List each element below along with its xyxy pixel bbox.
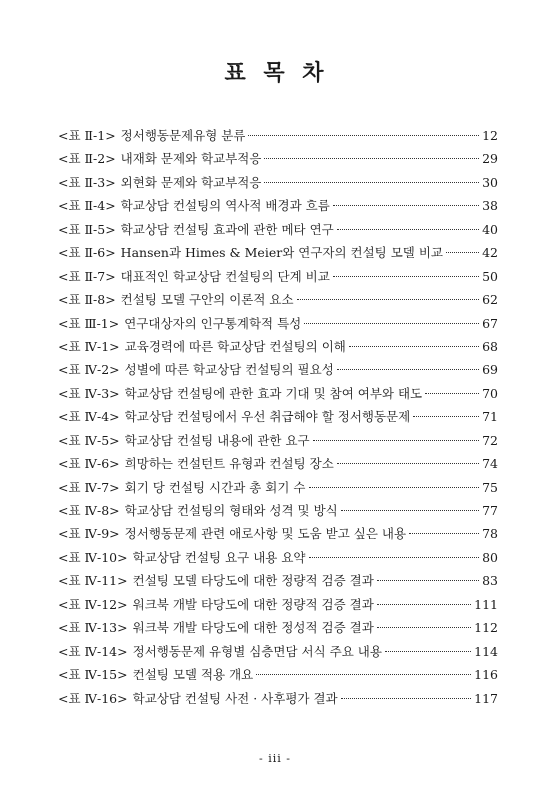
- toc-entry-page: 111: [474, 596, 498, 612]
- toc-entry-page: 75: [482, 479, 498, 495]
- toc-entry-page: 70: [482, 385, 498, 401]
- toc-entry-title: 외현화 문제와 학교부적응: [120, 174, 262, 190]
- dot-leader: [341, 510, 479, 511]
- toc-entry-label: <표 Ⅱ-4>: [58, 198, 116, 214]
- toc-entry[interactable]: [58, 312, 498, 335]
- toc-entry-page: 116: [474, 667, 498, 683]
- toc-entry[interactable]: [58, 241, 498, 264]
- page-number: - iii -: [259, 752, 291, 765]
- toc-entry-label: <표 Ⅳ-14>: [58, 643, 128, 659]
- toc-entry-page: 40: [482, 221, 498, 237]
- toc-entry-page: 71: [482, 409, 498, 425]
- toc-entry[interactable]: [58, 569, 498, 592]
- toc-entry-title: 정서행동문제 유형별 심층면담 서식 주요 내용: [132, 643, 382, 659]
- toc-entry-label: <표 Ⅳ-6>: [58, 456, 120, 472]
- dot-leader: [297, 299, 480, 300]
- dot-leader: [446, 252, 479, 253]
- toc-entry-title: 컨설팅 모델 구안의 이론적 요소: [120, 292, 294, 308]
- table-of-contents: [58, 124, 498, 710]
- toc-entry[interactable]: [58, 499, 498, 522]
- toc-entry-label: <표 Ⅳ-15>: [58, 667, 128, 683]
- toc-entry[interactable]: [58, 663, 498, 686]
- page-title: 표 목 차: [224, 60, 326, 86]
- dot-leader: [337, 229, 479, 230]
- toc-entry-title: 정서행동문제유형 분류: [120, 128, 246, 143]
- toc-entry-page: 29: [482, 151, 498, 167]
- dot-leader: [425, 393, 479, 394]
- toc-entry-title: 학교상담 컨설팅 사전 · 사후평가 결과: [132, 690, 338, 706]
- toc-entry-title: 학교상담 컨설팅 효과에 관한 메타 연구: [120, 221, 334, 237]
- toc-entry-title: 워크북 개발 타당도에 대한 정량적 검증 결과: [132, 596, 374, 612]
- toc-entry-page: 12: [482, 128, 498, 143]
- dot-leader: [337, 369, 479, 370]
- dot-leader: [349, 346, 479, 347]
- toc-entry-label: <표 Ⅳ-3>: [58, 385, 120, 401]
- toc-entry-page: 38: [482, 198, 498, 214]
- toc-entry-page: 68: [482, 338, 498, 354]
- toc-entry-title: 교육경력에 따른 학교상담 컨설팅의 이해: [124, 338, 346, 354]
- toc-entry[interactable]: [58, 171, 498, 194]
- toc-entry-page: 112: [474, 620, 498, 636]
- toc-entry-label: <표 Ⅱ-8>: [58, 292, 116, 308]
- toc-entry[interactable]: [58, 476, 498, 499]
- dot-leader: [309, 557, 480, 558]
- dot-leader: [377, 627, 471, 628]
- toc-entry-title: 워크북 개발 타당도에 대한 정성적 검증 결과: [132, 620, 374, 636]
- toc-entry-title: 희망하는 컨설턴트 유형과 컨설팅 장소: [124, 456, 334, 472]
- toc-entry-label: <표 Ⅳ-9>: [58, 526, 120, 542]
- toc-entry-title: 컨설팅 모델 타당도에 대한 정량적 검증 결과: [132, 573, 374, 589]
- toc-entry-page: 83: [482, 573, 498, 589]
- toc-entry[interactable]: [58, 218, 498, 241]
- dot-leader: [304, 323, 479, 324]
- toc-entry-label: <표 Ⅱ-5>: [58, 221, 116, 237]
- toc-entry-page: 67: [482, 315, 498, 331]
- toc-entry[interactable]: [58, 640, 498, 663]
- toc-entry-title: 학교상담 컨설팅 내용에 관한 요구: [124, 432, 310, 448]
- toc-entry[interactable]: [58, 335, 498, 358]
- toc-entry[interactable]: [58, 687, 498, 710]
- toc-entry-title: 학교상담 컨설팅 요구 내용 요약: [132, 549, 306, 565]
- toc-entry[interactable]: [58, 593, 498, 616]
- dot-leader: [309, 487, 480, 488]
- toc-entry-label: <표 Ⅱ-1>: [58, 128, 116, 143]
- toc-entry-title: 성별에 따른 학교상담 컨설팅의 필요성: [124, 362, 334, 378]
- toc-entry-title: Hansen과 Himes & Meier와 연구자의 컨설팅 모델 비교: [120, 245, 443, 261]
- toc-entry-page: 30: [482, 174, 498, 190]
- dot-leader: [377, 604, 471, 605]
- toc-entry[interactable]: [58, 522, 498, 545]
- toc-entry-label: <표 Ⅳ-1>: [58, 338, 120, 354]
- toc-entry-label: <표 Ⅱ-7>: [58, 268, 116, 284]
- toc-entry-page: 72: [482, 432, 498, 448]
- toc-entry-page: 62: [482, 292, 498, 308]
- toc-entry-page: 69: [482, 362, 498, 378]
- toc-entry-label: <표 Ⅳ-2>: [58, 362, 120, 378]
- toc-entry-label: <표 Ⅳ-5>: [58, 432, 120, 448]
- toc-entry-label: <표 Ⅳ-7>: [58, 479, 120, 495]
- dot-leader: [248, 135, 479, 136]
- dot-leader: [264, 158, 479, 159]
- dot-leader: [333, 276, 479, 277]
- dot-leader: [313, 440, 479, 441]
- toc-entry[interactable]: [58, 452, 498, 475]
- toc-entry-page: 114: [474, 643, 498, 659]
- dot-leader: [337, 463, 479, 464]
- toc-entry-title: 학교상담 컨설팅에 관한 효과 기대 및 참여 여부와 태도: [124, 385, 423, 401]
- toc-entry-page: 78: [482, 526, 498, 542]
- toc-entry[interactable]: [58, 288, 498, 311]
- toc-entry-page: 42: [482, 245, 498, 261]
- toc-entry-title: 내재화 문제와 학교부적응: [120, 151, 262, 167]
- toc-entry-page: 80: [482, 549, 498, 565]
- toc-entry[interactable]: [58, 358, 498, 381]
- toc-entry-title: 정서행동문제 관련 애로사항 및 도움 받고 싶은 내용: [124, 526, 407, 542]
- dot-leader: [333, 205, 479, 206]
- toc-entry-label: <표 Ⅱ-2>: [58, 151, 116, 167]
- toc-entry-page: 117: [474, 690, 498, 706]
- toc-entry-title: 회기 당 컨설팅 시간과 총 회기 수: [124, 479, 306, 495]
- dot-leader: [377, 580, 479, 581]
- toc-entry[interactable]: [58, 405, 498, 428]
- toc-entry[interactable]: [58, 147, 498, 170]
- dot-leader: [385, 651, 471, 652]
- toc-entry-label: <표 Ⅳ-8>: [58, 503, 120, 518]
- toc-entry-label: <표 Ⅱ-6>: [58, 245, 116, 261]
- toc-entry-title: 학교상담 컨설팅의 형태와 성격 및 방식: [124, 503, 338, 518]
- toc-entry[interactable]: [58, 124, 498, 147]
- toc-entry-label: <표 Ⅳ-4>: [58, 409, 120, 425]
- toc-entry[interactable]: [58, 194, 498, 217]
- toc-entry-label: <표 Ⅳ-12>: [58, 596, 128, 612]
- toc-entry-label: <표 Ⅳ-10>: [58, 549, 128, 565]
- toc-entry[interactable]: [58, 382, 498, 405]
- toc-entry-title: 학교상담 컨설팅에서 우선 취급해야 할 정서행동문제: [124, 409, 411, 425]
- dot-leader: [409, 533, 479, 534]
- toc-entry-title: 학교상담 컨설팅의 역사적 배경과 흐름: [120, 198, 330, 214]
- toc-entry-page: 50: [482, 268, 498, 284]
- toc-entry-title: 컨설팅 모델 적용 개요: [132, 667, 254, 683]
- toc-entry-label: <표 Ⅱ-3>: [58, 174, 116, 190]
- toc-entry-label: <표 Ⅳ-11>: [58, 573, 128, 589]
- toc-entry[interactable]: [58, 546, 498, 569]
- toc-entry-label: <표 Ⅲ-1>: [58, 315, 120, 331]
- toc-entry-title: 연구대상자의 인구통계학적 특성: [124, 315, 302, 331]
- dot-leader: [413, 416, 479, 417]
- dot-leader: [341, 698, 472, 699]
- dot-leader: [264, 182, 479, 183]
- toc-entry-label: <표 Ⅳ-16>: [58, 690, 128, 706]
- toc-entry[interactable]: [58, 265, 498, 288]
- toc-entry[interactable]: [58, 429, 498, 452]
- toc-entry-label: <표 Ⅳ-13>: [58, 620, 128, 636]
- dot-leader: [256, 674, 471, 675]
- toc-entry-title: 대표적인 학교상담 컨설팅의 단계 비교: [120, 268, 330, 284]
- toc-entry-page: 74: [482, 456, 498, 472]
- toc-entry[interactable]: [58, 616, 498, 639]
- toc-entry-page: 77: [482, 503, 498, 518]
